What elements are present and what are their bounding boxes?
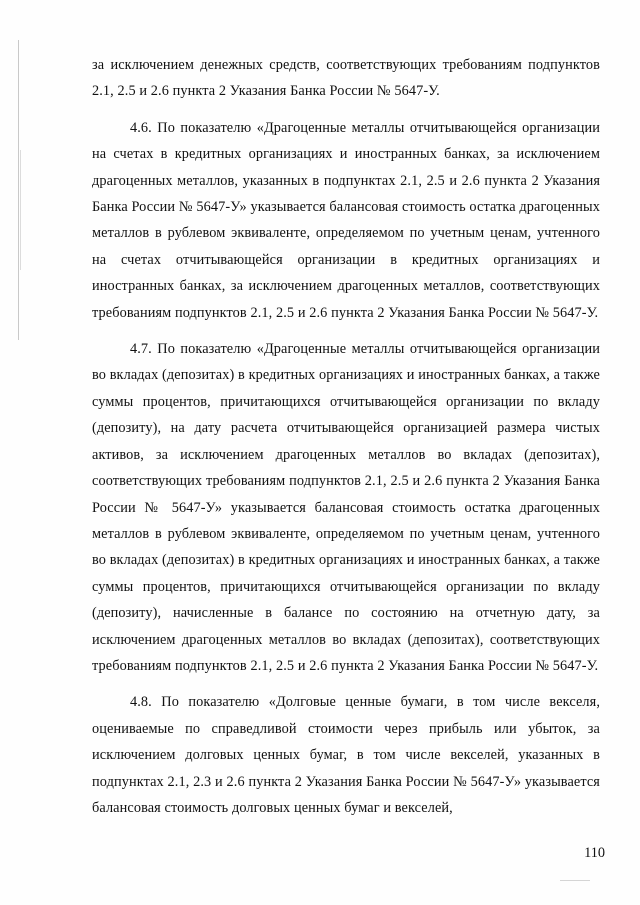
document-text-body bbox=[92, 52, 600, 821]
page-number: 110 bbox=[584, 845, 605, 861]
paragraph-4-8: 4.8. По показателю «Долговые ценные бумаги, в том числе векселя, оцениваемые по справедливой стоимости через прибыль или убыток, за исключением долговых ценных бумаг, в том числе векселей, указанных в подпунктах 2.1, 2.3 и 2.6 пункта 2 Указания Банка России № 5647-У» указывается балансовая стоимость долговых ценных бумаг и векселей, bbox=[92, 694, 600, 816]
paragraph-4-6: 4.6. По показателю «Драгоценные металлы отчитывающейся организации на счетах в кредитных организациях и иностранных банках, за исключением драгоценных металлов, указанных в подпунктах 2.1, 2.5 и 2.6 пункта 2 Указания Банка России № 5647-У» указывается балансовая стоимость остатка драгоценных металлов в рублевом эквиваленте, определяемом по учетным ценам, учтенного на счетах отчитывающейся организации в кредитных организациях и иностранных банках, за исключением драгоценных металлов, соответствующих требованиям подпунктов 2.1, 2.5 и 2.6 пункта 2 Указания Банка России № 5647-У. bbox=[92, 119, 600, 321]
paragraph-spacer bbox=[92, 326, 600, 336]
scan-artifact-bottom bbox=[560, 880, 590, 881]
scan-artifact-left bbox=[18, 40, 19, 340]
paragraph-continuation: за исключением денежных средств, соответствующих требованиям подпунктов 2.1, 2.5 и 2.6 пункта 2 Указания Банка России № 5647-У. bbox=[92, 57, 600, 100]
scan-artifact-left-secondary bbox=[20, 150, 21, 270]
paragraph-spacer bbox=[92, 679, 600, 689]
paragraph-4-7: 4.7. По показателю «Драгоценные металлы отчитывающейся организации во вкладах (депозитах) в кредитных организациях и иностранных банках, а также суммы процентов, причитающихся отчитывающейся организации по вкладу (депозиту), на дату расчета отчитывающейся организацией размера чистых активов, за исключением драгоценных металлов во вкладах (депозитах), соответствующих требованиям подпунктов 2.1, 2.5 и 2.6 пункта 2 Указания Банка России № 5647-У» указывается балансовая стоимость остатка драгоценных металлов в рублевом эквиваленте, определяемом по учетным ценам, учтенного во вкладах (депозитах) в кредитных организациях и иностранных банках, а также суммы процентов, причитающихся отчитывающейся организации по вкладу (депозиту), начисленные в балансе по состоянию на отчетную дату, за исключением драгоценных металлов во вкладах (депозитах), соответствующих требованиям подпунктов 2.1, 2.5 и 2.6 пункта 2 Указания Банка России № 5647-У. bbox=[92, 341, 600, 674]
paragraph-spacer bbox=[92, 105, 600, 115]
